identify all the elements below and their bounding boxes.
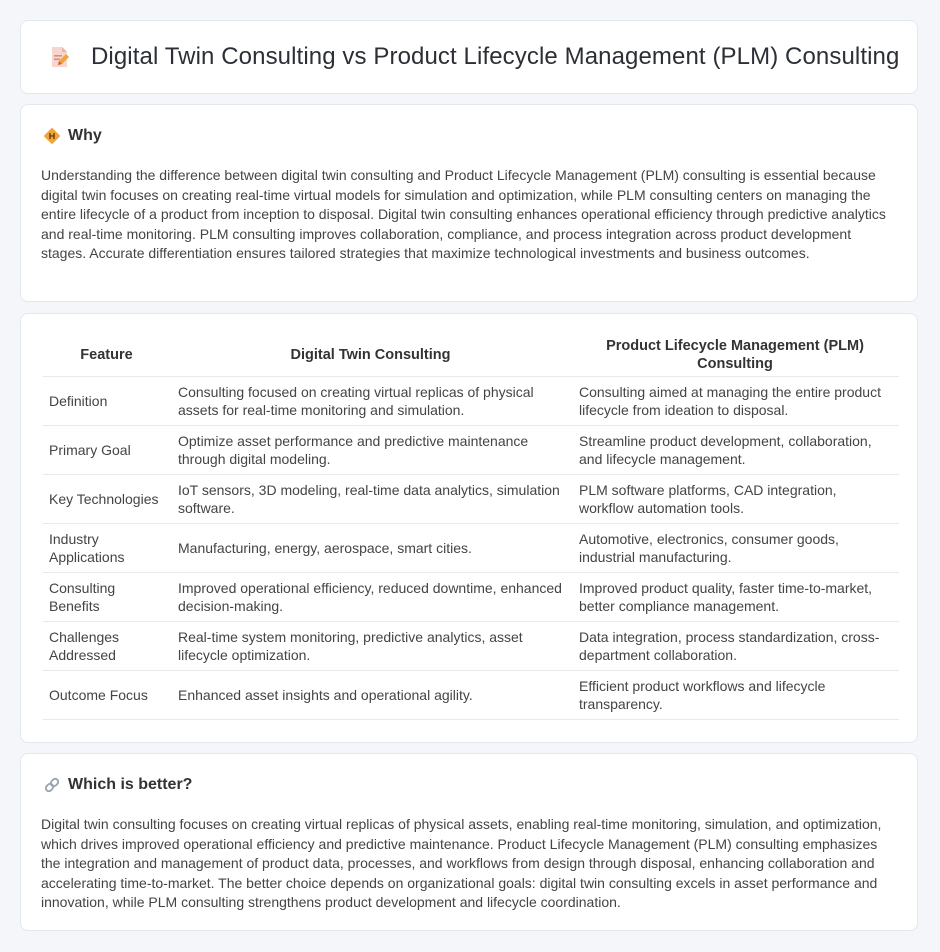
why-heading: Why — [68, 127, 102, 144]
title-card — [20, 20, 918, 94]
row-feature: Consulting Benefits — [43, 573, 170, 622]
better-paragraph: Digital twin consulting focuses on creating virtual replicas of physical assets, enabling real-time monitoring, simulation, and optimization, which drives improved operational efficiency and predictive maintenance. Product Lifecycle Management (PLM) consulting emphasizes the integration and management of product data, processes, and workflows from design through disposal, enhancing collaboration and accelerating time-to-market. The better choice depends on organizational goals: digital twin consulting excels in asset performance and innovation, while PLM consulting strengthens product development and lifecycle coordination. — [41, 816, 882, 910]
header-digital-twin: Digital Twin Consulting — [170, 334, 571, 377]
row-plm: Data integration, process standardization, cross-department collaboration. — [571, 622, 899, 671]
row-plm: Streamline product development, collaboration, and lifecycle management. — [571, 426, 899, 475]
table-row — [43, 524, 899, 573]
row-feature: Definition — [43, 377, 170, 426]
row-digital-twin: Manufacturing, energy, aerospace, smart cities. — [170, 524, 571, 573]
comparison-table — [43, 334, 899, 720]
row-digital-twin: Real-time system monitoring, predictive analytics, asset lifecycle optimization. — [170, 622, 571, 671]
row-digital-twin: Consulting focused on creating virtual replicas of physical assets for real-time monitoring and simulation. — [170, 377, 571, 426]
row-feature: Industry Applications — [43, 524, 170, 573]
table-row — [43, 671, 899, 720]
diamond-sign-icon — [43, 127, 61, 145]
table-row — [43, 573, 899, 622]
why-section — [20, 104, 918, 302]
table-row — [43, 475, 899, 524]
table-row — [43, 426, 899, 475]
link-icon — [43, 776, 61, 794]
row-plm: Consulting aimed at managing the entire product lifecycle from ideation to disposal. — [571, 377, 899, 426]
better-heading: Which is better? — [68, 776, 193, 793]
table-header-row — [43, 334, 899, 377]
header-feature: Feature — [43, 334, 170, 377]
which-is-better-section — [20, 753, 918, 931]
document-edit-icon — [47, 45, 71, 69]
row-digital-twin: Enhanced asset insights and operational agility. — [170, 671, 571, 720]
page-title: Digital Twin Consulting vs Product Lifecycle Management (PLM) Consulting — [91, 43, 900, 70]
row-digital-twin: Optimize asset performance and predictive maintenance through digital modeling. — [170, 426, 571, 475]
header-plm: Product Lifecycle Management (PLM) Consulting — [571, 334, 899, 377]
row-digital-twin: Improved operational efficiency, reduced downtime, enhanced decision-making. — [170, 573, 571, 622]
row-plm: Automotive, electronics, consumer goods, industrial manufacturing. — [571, 524, 899, 573]
row-feature: Primary Goal — [43, 426, 170, 475]
comparison-table-card — [20, 313, 918, 743]
row-feature: Key Technologies — [43, 475, 170, 524]
row-feature: Challenges Addressed — [43, 622, 170, 671]
row-plm: PLM software platforms, CAD integration, workflow automation tools. — [571, 475, 899, 524]
row-feature: Outcome Focus — [43, 671, 170, 720]
why-paragraph: Understanding the difference between digital twin consulting and Product Lifecycle Management (PLM) consulting is essential because digital twin focuses on creating real-time virtual models for simulation and optimization, while PLM consulting centers on managing the entire lifecycle of a product from inception to disposal. Digital twin consulting enhances operational efficiency through predictive analytics and real-time monitoring. PLM consulting improves collaboration, compliance, and process integration across product development stages. Accurate differentiation ensures tailored strategies that maximize technological investments and business outcomes. — [41, 167, 886, 261]
row-digital-twin: IoT sensors, 3D modeling, real-time data analytics, simulation software. — [170, 475, 571, 524]
table-row — [43, 377, 899, 426]
table-row — [43, 622, 899, 671]
row-plm: Improved product quality, faster time-to-market, better compliance management. — [571, 573, 899, 622]
row-plm: Efficient product workflows and lifecycle transparency. — [571, 671, 899, 720]
